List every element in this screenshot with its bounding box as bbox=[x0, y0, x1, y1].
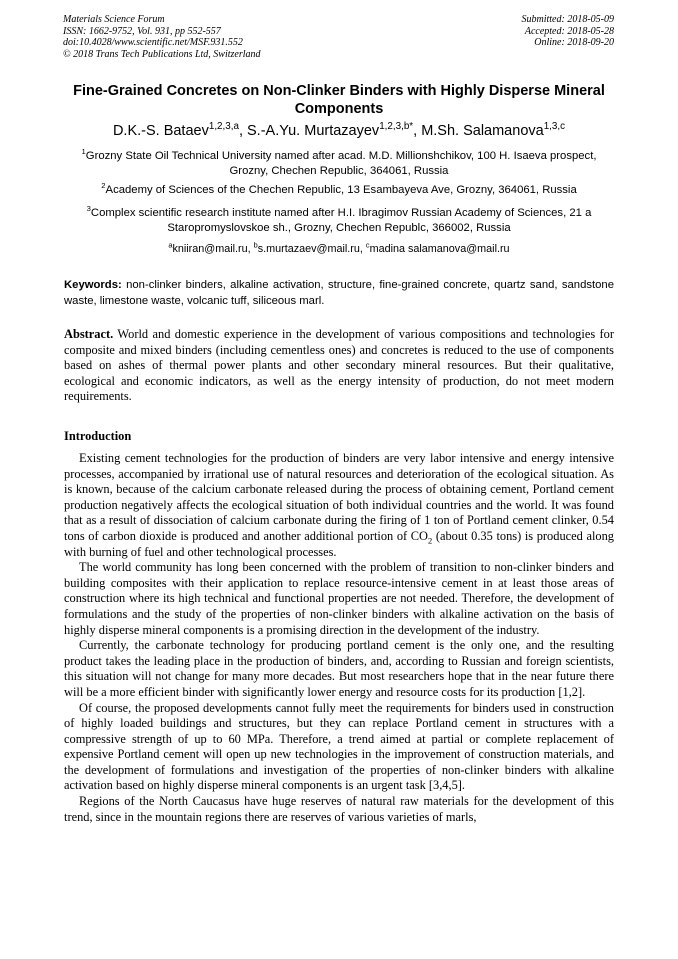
email-marker: c bbox=[365, 240, 370, 250]
subscript: 2 bbox=[428, 535, 433, 546]
email-marker: b bbox=[253, 240, 258, 250]
paragraph: Of course, the proposed developments cannot fully meet the requirements for binders used in construction of highly loaded buildings and structures, but they can replace Portland cement in structures with a compressive strength of up to 60 MPa. Therefore, a trend aimed at partial or complete replacement of expensive Portland cement will open up new technologies in the improvement of construction materials, and the development of formulations and investigation of the properties of non-clinker binders with alkaline activation based on highly disperse mineral components is an urgent task [3,4,5]. bbox=[64, 700, 614, 793]
affiliation bbox=[64, 183, 614, 198]
paragraph-text: Existing cement technologies for the production of binders are very labor intensive and energy intensive processes, accompanied by irrational use of natural resources and deterioration of the ecological situation. As is known, because of the calcium carbonate released during the process of obtaining cement, Portland cement production negatively affects the ecological situation of both individual countries and the world. It was found that as a result of dissociation of calcium carbonate during the firing of 1 ton of Portland cement clinker, 0.54 tons of carbon dioxide is produced and another additional portion of CO bbox=[64, 451, 614, 543]
email-list: $^a$kniiran@mail.ru, $^b$s.murtazaev@mail.ru, $^c$madina salamanova@mail.ru bbox=[168, 240, 510, 255]
keywords bbox=[64, 278, 614, 309]
paper-title: Fine-Grained Concretes on Non-Clinker Binders with Highly Disperse Mineral Components bbox=[73, 83, 605, 117]
journal-info bbox=[63, 14, 261, 60]
abstract bbox=[64, 327, 614, 405]
keywords-text: non-clinker binders, alkaline activation, structure, fine-grained concrete, quartz sand, sandstone waste, limestone waste, volcanic tuff, siliceous marl. bbox=[64, 279, 614, 307]
author-name: D.K.-S. Bataev bbox=[112, 123, 209, 139]
author-affiliation-marker: 1,2,3,b* bbox=[379, 121, 414, 133]
author-list: D.K.-S. Bataev$^{1,2,3,a}$, S.-A.Yu. Murtazayev$^{1,2,3,b*}$, M.Sh. Salamanova$^{1,3,c}$ bbox=[112, 121, 566, 139]
paragraph: The world community has long been concerned with the problem of transition to non-clinker binders and building composites with their application to replace resource-intensive cement in at least those areas of construction where its high technical and functional properties are not needed. Therefore, the development of formulations and the study of the properties of non-clinker binders with alkaline activation on the basis of highly disperse mineral components is a promising direction in the development of the industry. bbox=[64, 560, 614, 637]
journal-name: Materials Science Forum bbox=[63, 14, 165, 25]
keywords-label: Keywords: bbox=[64, 279, 122, 291]
affiliation bbox=[64, 149, 614, 179]
paragraph-text: (about 0.35 tons) is produced along with burning of fuel and other technological processes. bbox=[64, 528, 614, 559]
paragraph: Currently, the carbonate technology for producing portland cement is the only one, and the resulting product takes the leading place in the production of binders, and, according to Russian and foreign scientists, this situation will not change for many more decades. But most researchers hope that in the near future there will be a more efficient binder with significantly lower energy and resource costs for its production [1,2]. bbox=[64, 638, 614, 699]
section-heading: Introduction bbox=[64, 429, 132, 443]
online-date: Online: 2018-09-20 bbox=[534, 37, 614, 48]
affiliation-number: 1 bbox=[81, 147, 86, 157]
abstract-label: Abstract. bbox=[64, 327, 114, 341]
accepted-date: Accepted: 2018-05-28 bbox=[524, 25, 614, 37]
author-affiliation-marker: 1,2,3,a bbox=[208, 121, 239, 133]
author-name: S.-A.Yu. Murtazayev bbox=[247, 123, 380, 139]
affiliation-text: Grozny State Oil Technical University named after acad. M.D. Millionshchikov, 100 H. Isaeva prospect, Grozny, Chechen Republic, 364061, Russia bbox=[85, 150, 597, 177]
doi: doi:10.4028/www.scientific.net/MSF.931.552 bbox=[63, 37, 243, 48]
affiliation-text: Complex scientific research institute named after H.I. Ibragimov Russian Academy of Sciences, 21 a Staropromyslovskoe sh., Grozny, Chechen Republc, 366002, Russia bbox=[90, 207, 592, 234]
email-link[interactable]: s.murtazaev@mail.ru bbox=[257, 243, 360, 255]
affiliation-number: 3 bbox=[86, 204, 91, 214]
email-link[interactable]: madina salamanova@mail.ru bbox=[369, 243, 510, 255]
author-affiliation-marker: 1,3,c bbox=[543, 121, 566, 133]
affiliation bbox=[64, 206, 614, 236]
abstract-text: World and domestic experience in the development of various compositions and technologies for composite and mixed binders (including cementless ones) and concretes is reduced to the use of components based on ashes of thermal power plants and other secondary mineral resources. But their qualitative, ecological and economic indicators, as well as the energy intensity of production, do not meet modern requirements. bbox=[64, 327, 615, 404]
email-marker: a bbox=[168, 240, 173, 250]
introduction-body bbox=[64, 451, 614, 825]
email-link[interactable]: kniiran@mail.ru bbox=[172, 243, 248, 255]
issn: ISSN: 1662-9752, Vol. 931, pp 552-557 bbox=[63, 25, 221, 37]
paragraph: Regions of the North Caucasus have huge reserves of natural raw materials for the development of this trend, since in the mountain regions there are reserves of various varieties of marls, bbox=[64, 794, 614, 824]
paragraph bbox=[64, 451, 614, 560]
dates-info bbox=[522, 14, 615, 49]
copyright: © 2018 Trans Tech Publications Ltd, Switzerland bbox=[63, 48, 261, 60]
author-name: M.Sh. Salamanova bbox=[421, 123, 544, 139]
submitted-date: Submitted: 2018-05-09 bbox=[521, 14, 614, 25]
affiliation-text: Academy of Sciences of the Chechen Republic, 13 Esambayeva Ave, Grozny, 364061, Russia bbox=[105, 184, 577, 196]
affiliation-number: 2 bbox=[101, 181, 106, 191]
